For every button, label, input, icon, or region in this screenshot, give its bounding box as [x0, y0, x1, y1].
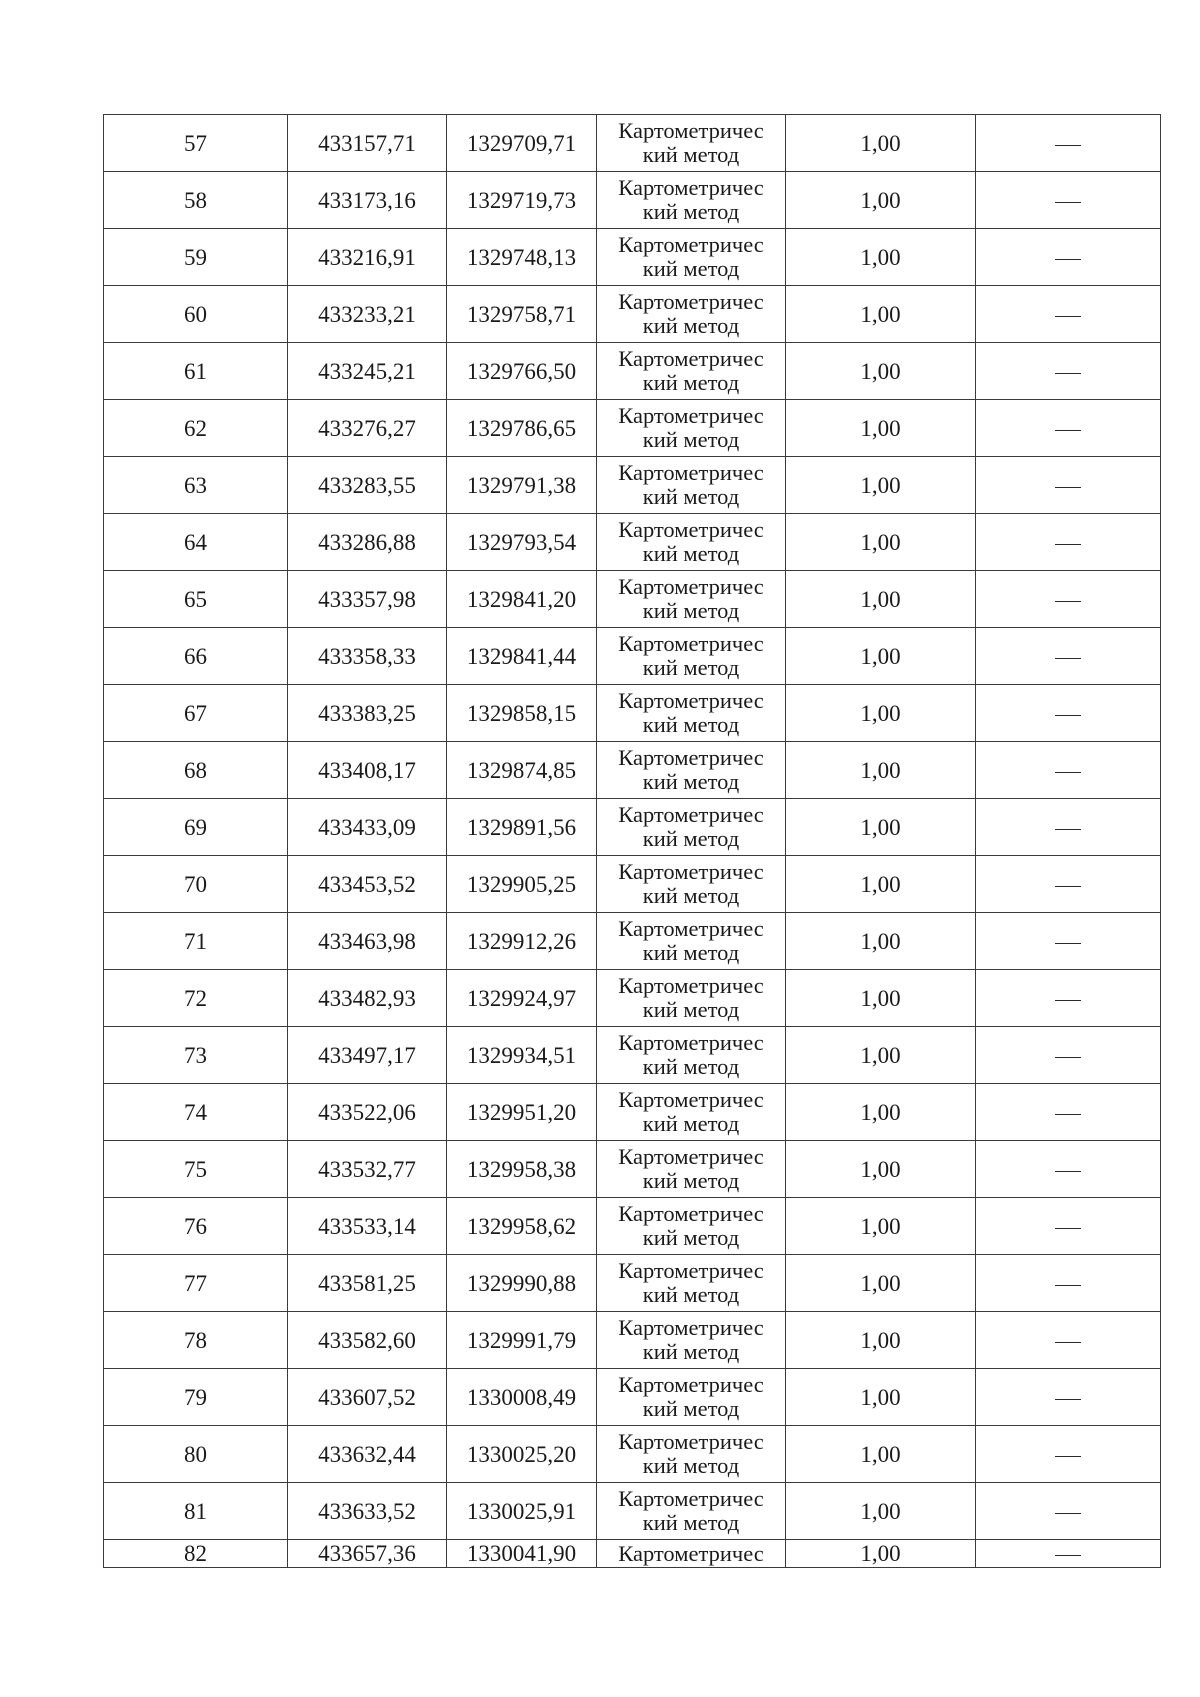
method-cell: Картометричес	[597, 1540, 786, 1568]
precision-cell: 1,00	[786, 1426, 976, 1483]
point-number-cell: 76	[104, 1198, 288, 1255]
dash-mark	[1055, 886, 1081, 887]
table-row	[104, 913, 1161, 970]
precision-cell: 1,00	[786, 172, 976, 229]
note-cell	[976, 1141, 1161, 1198]
x-coordinate-cell: 433453,52	[288, 856, 447, 913]
method-cell: Картометричес кий метод	[597, 115, 786, 172]
x-coordinate-cell: 433357,98	[288, 571, 447, 628]
precision-cell: 1,00	[786, 1141, 976, 1198]
y-coordinate-cell: 1329958,38	[447, 1141, 597, 1198]
note-cell	[976, 856, 1161, 913]
method-cell: Картометричес кий метод	[597, 799, 786, 856]
point-number-cell: 82	[104, 1540, 288, 1568]
table-row	[104, 172, 1161, 229]
note-cell	[976, 457, 1161, 514]
note-cell	[976, 1312, 1161, 1369]
y-coordinate-cell: 1329924,97	[447, 970, 597, 1027]
precision-cell: 1,00	[786, 1540, 976, 1568]
precision-cell: 1,00	[786, 1369, 976, 1426]
note-cell	[976, 913, 1161, 970]
note-cell	[976, 400, 1161, 457]
method-cell: Картометричес кий метод	[597, 172, 786, 229]
point-number-cell: 78	[104, 1312, 288, 1369]
point-number-cell: 64	[104, 514, 288, 571]
dash-mark	[1055, 1456, 1081, 1457]
note-cell	[976, 685, 1161, 742]
precision-cell: 1,00	[786, 229, 976, 286]
y-coordinate-cell: 1329841,20	[447, 571, 597, 628]
precision-cell: 1,00	[786, 1027, 976, 1084]
y-coordinate-cell: 1330008,49	[447, 1369, 597, 1426]
method-cell: Картометричес кий метод	[597, 1426, 786, 1483]
precision-cell: 1,00	[786, 1255, 976, 1312]
dash-mark	[1055, 1555, 1081, 1556]
dash-mark	[1055, 544, 1081, 545]
note-cell	[976, 514, 1161, 571]
precision-cell: 1,00	[786, 1312, 976, 1369]
x-coordinate-cell: 433276,27	[288, 400, 447, 457]
method-cell: Картометричес кий метод	[597, 970, 786, 1027]
method-cell: Картометричес кий метод	[597, 400, 786, 457]
y-coordinate-cell: 1329891,56	[447, 799, 597, 856]
point-number-cell: 72	[104, 970, 288, 1027]
x-coordinate-cell: 433607,52	[288, 1369, 447, 1426]
dash-mark	[1055, 1114, 1081, 1115]
method-cell: Картометричес кий метод	[597, 1027, 786, 1084]
note-cell	[976, 571, 1161, 628]
dash-mark	[1055, 772, 1081, 773]
y-coordinate-cell: 1329709,71	[447, 115, 597, 172]
table-row	[104, 742, 1161, 799]
method-cell: Картометричес кий метод	[597, 913, 786, 970]
table-row	[104, 457, 1161, 514]
coordinates-table-body	[104, 115, 1161, 1568]
note-cell	[976, 286, 1161, 343]
method-cell: Картометричес кий метод	[597, 1084, 786, 1141]
precision-cell: 1,00	[786, 970, 976, 1027]
y-coordinate-cell: 1329874,85	[447, 742, 597, 799]
y-coordinate-cell: 1329951,20	[447, 1084, 597, 1141]
x-coordinate-cell: 433433,09	[288, 799, 447, 856]
note-cell	[976, 1483, 1161, 1540]
point-number-cell: 77	[104, 1255, 288, 1312]
point-number-cell: 80	[104, 1426, 288, 1483]
y-coordinate-cell: 1329958,62	[447, 1198, 597, 1255]
dash-mark	[1055, 1057, 1081, 1058]
y-coordinate-cell: 1329905,25	[447, 856, 597, 913]
precision-cell: 1,00	[786, 514, 976, 571]
table-row	[104, 1426, 1161, 1483]
dash-mark	[1055, 373, 1081, 374]
table-row	[104, 1198, 1161, 1255]
dash-mark	[1055, 1171, 1081, 1172]
table-row	[104, 514, 1161, 571]
y-coordinate-cell: 1329766,50	[447, 343, 597, 400]
method-cell: Картометричес кий метод	[597, 514, 786, 571]
x-coordinate-cell: 433408,17	[288, 742, 447, 799]
point-number-cell: 69	[104, 799, 288, 856]
dash-mark	[1055, 1513, 1081, 1514]
dash-mark	[1055, 1000, 1081, 1001]
table-row	[104, 1540, 1161, 1568]
x-coordinate-cell: 433633,52	[288, 1483, 447, 1540]
point-number-cell: 79	[104, 1369, 288, 1426]
point-number-cell: 60	[104, 286, 288, 343]
x-coordinate-cell: 433283,55	[288, 457, 447, 514]
dash-mark	[1055, 601, 1081, 602]
method-cell: Картометричес кий метод	[597, 685, 786, 742]
y-coordinate-cell: 1329841,44	[447, 628, 597, 685]
point-number-cell: 58	[104, 172, 288, 229]
point-number-cell: 59	[104, 229, 288, 286]
method-cell: Картометричес кий метод	[597, 1141, 786, 1198]
precision-cell: 1,00	[786, 286, 976, 343]
method-cell: Картометричес кий метод	[597, 742, 786, 799]
note-cell	[976, 1540, 1161, 1568]
y-coordinate-cell: 1329758,71	[447, 286, 597, 343]
y-coordinate-cell: 1329934,51	[447, 1027, 597, 1084]
method-cell: Картометричес кий метод	[597, 343, 786, 400]
x-coordinate-cell: 433173,16	[288, 172, 447, 229]
note-cell	[976, 1027, 1161, 1084]
x-coordinate-cell: 433286,88	[288, 514, 447, 571]
note-cell	[976, 1255, 1161, 1312]
precision-cell: 1,00	[786, 799, 976, 856]
point-number-cell: 71	[104, 913, 288, 970]
point-number-cell: 66	[104, 628, 288, 685]
x-coordinate-cell: 433245,21	[288, 343, 447, 400]
point-number-cell: 57	[104, 115, 288, 172]
point-number-cell: 74	[104, 1084, 288, 1141]
point-number-cell: 75	[104, 1141, 288, 1198]
table-row	[104, 571, 1161, 628]
note-cell	[976, 1084, 1161, 1141]
x-coordinate-cell: 433533,14	[288, 1198, 447, 1255]
x-coordinate-cell: 433582,60	[288, 1312, 447, 1369]
x-coordinate-cell: 433157,71	[288, 115, 447, 172]
precision-cell: 1,00	[786, 685, 976, 742]
y-coordinate-cell: 1329858,15	[447, 685, 597, 742]
table-row	[104, 343, 1161, 400]
x-coordinate-cell: 433581,25	[288, 1255, 447, 1312]
precision-cell: 1,00	[786, 1483, 976, 1540]
precision-cell: 1,00	[786, 742, 976, 799]
precision-cell: 1,00	[786, 571, 976, 628]
method-cell: Картометричес кий метод	[597, 1255, 786, 1312]
point-number-cell: 62	[104, 400, 288, 457]
point-number-cell: 63	[104, 457, 288, 514]
dash-mark	[1055, 259, 1081, 260]
table-row	[104, 1312, 1161, 1369]
precision-cell: 1,00	[786, 343, 976, 400]
dash-mark	[1055, 1285, 1081, 1286]
dash-mark	[1055, 1399, 1081, 1400]
y-coordinate-cell: 1329786,65	[447, 400, 597, 457]
precision-cell: 1,00	[786, 115, 976, 172]
precision-cell: 1,00	[786, 1084, 976, 1141]
table-row	[104, 286, 1161, 343]
y-coordinate-cell: 1330025,91	[447, 1483, 597, 1540]
note-cell	[976, 172, 1161, 229]
y-coordinate-cell: 1330025,20	[447, 1426, 597, 1483]
x-coordinate-cell: 433532,77	[288, 1141, 447, 1198]
point-number-cell: 67	[104, 685, 288, 742]
point-number-cell: 68	[104, 742, 288, 799]
table-row	[104, 1369, 1161, 1426]
note-cell	[976, 970, 1161, 1027]
method-cell: Картометричес кий метод	[597, 1483, 786, 1540]
dash-mark	[1055, 430, 1081, 431]
note-cell	[976, 115, 1161, 172]
y-coordinate-cell: 1330041,90	[447, 1540, 597, 1568]
note-cell	[976, 343, 1161, 400]
table-row	[104, 1255, 1161, 1312]
x-coordinate-cell: 433216,91	[288, 229, 447, 286]
method-cell: Картометричес кий метод	[597, 1369, 786, 1426]
precision-cell: 1,00	[786, 457, 976, 514]
note-cell	[976, 1426, 1161, 1483]
table-row	[104, 856, 1161, 913]
dash-mark	[1055, 829, 1081, 830]
y-coordinate-cell: 1329793,54	[447, 514, 597, 571]
precision-cell: 1,00	[786, 1198, 976, 1255]
note-cell	[976, 742, 1161, 799]
table-row	[104, 628, 1161, 685]
point-number-cell: 73	[104, 1027, 288, 1084]
x-coordinate-cell: 433383,25	[288, 685, 447, 742]
table-row	[104, 799, 1161, 856]
x-coordinate-cell: 433522,06	[288, 1084, 447, 1141]
method-cell: Картометричес кий метод	[597, 1312, 786, 1369]
point-number-cell: 61	[104, 343, 288, 400]
x-coordinate-cell: 433657,36	[288, 1540, 447, 1568]
precision-cell: 1,00	[786, 400, 976, 457]
x-coordinate-cell: 433482,93	[288, 970, 447, 1027]
precision-cell: 1,00	[786, 913, 976, 970]
note-cell	[976, 1198, 1161, 1255]
method-cell: Картометричес кий метод	[597, 628, 786, 685]
method-cell: Картометричес кий метод	[597, 856, 786, 913]
y-coordinate-cell: 1329719,73	[447, 172, 597, 229]
dash-mark	[1055, 1228, 1081, 1229]
dash-mark	[1055, 715, 1081, 716]
precision-cell: 1,00	[786, 856, 976, 913]
dash-mark	[1055, 658, 1081, 659]
document-page	[103, 114, 1160, 1568]
note-cell	[976, 229, 1161, 286]
x-coordinate-cell: 433233,21	[288, 286, 447, 343]
precision-cell: 1,00	[786, 628, 976, 685]
dash-mark	[1055, 316, 1081, 317]
method-cell: Картометричес кий метод	[597, 571, 786, 628]
point-number-cell: 81	[104, 1483, 288, 1540]
note-cell	[976, 799, 1161, 856]
y-coordinate-cell: 1329912,26	[447, 913, 597, 970]
table-row	[104, 1027, 1161, 1084]
method-cell: Картометричес кий метод	[597, 286, 786, 343]
x-coordinate-cell: 433497,17	[288, 1027, 447, 1084]
table-row	[104, 1483, 1161, 1540]
table-row	[104, 400, 1161, 457]
dash-mark	[1055, 943, 1081, 944]
y-coordinate-cell: 1329991,79	[447, 1312, 597, 1369]
y-coordinate-cell: 1329990,88	[447, 1255, 597, 1312]
point-number-cell: 65	[104, 571, 288, 628]
x-coordinate-cell: 433463,98	[288, 913, 447, 970]
table-row	[104, 115, 1161, 172]
table-row	[104, 229, 1161, 286]
y-coordinate-cell: 1329791,38	[447, 457, 597, 514]
point-number-cell: 70	[104, 856, 288, 913]
x-coordinate-cell: 433358,33	[288, 628, 447, 685]
dash-mark	[1055, 202, 1081, 203]
coordinates-table	[103, 114, 1161, 1568]
table-row	[104, 685, 1161, 742]
table-row	[104, 1141, 1161, 1198]
dash-mark	[1055, 1342, 1081, 1343]
method-cell: Картометричес кий метод	[597, 229, 786, 286]
x-coordinate-cell: 433632,44	[288, 1426, 447, 1483]
dash-mark	[1055, 487, 1081, 488]
table-row	[104, 1084, 1161, 1141]
note-cell	[976, 628, 1161, 685]
y-coordinate-cell: 1329748,13	[447, 229, 597, 286]
dash-mark	[1055, 145, 1081, 146]
note-cell	[976, 1369, 1161, 1426]
method-cell: Картометричес кий метод	[597, 457, 786, 514]
table-row	[104, 970, 1161, 1027]
method-cell: Картометричес кий метод	[597, 1198, 786, 1255]
